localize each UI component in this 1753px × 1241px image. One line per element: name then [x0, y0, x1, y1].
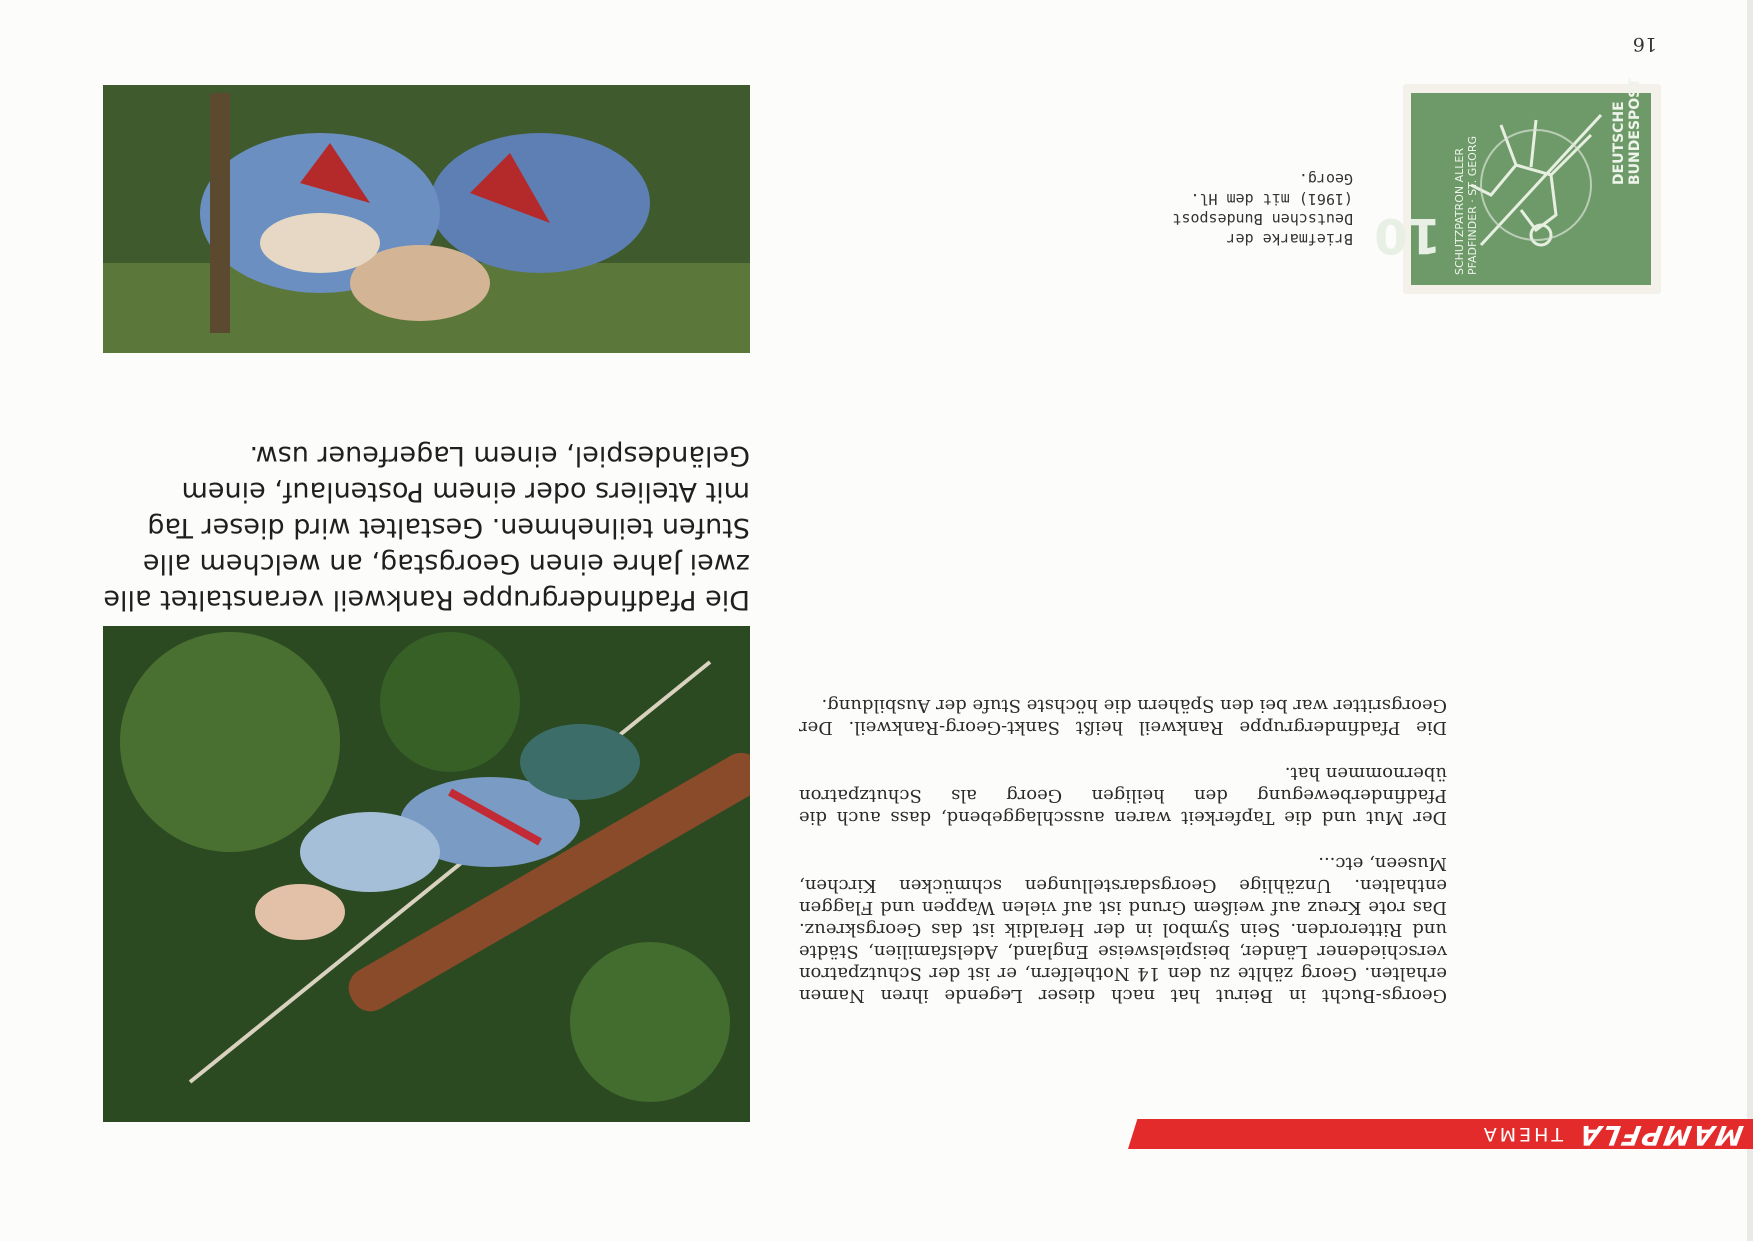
body-paragraph-1: Georgs-Bucht in Beirut hat nach dieser Legende ihren Namen erhalten. Georg zählte zu den 14 Nothelfern, er ist der Schutzpatron verschiedener Länder, beispielsweise England, Adelsfamilien, Städte und Ritterorden. Sein Symbol in der Heraldik ist das Georgskreuz. Das rote Kreuz auf weißem Grund ist auf vielen Wappen und Flaggen enthalten. Unzählige Georgsdarstellungen schmücken Kirchen, Museen, etc...: [799, 853, 1447, 1006]
body-text-column: [799, 670, 1447, 1006]
page-edge: [1747, 0, 1753, 1241]
body-paragraph-2: Der Mut und die Tapferkeit waren ausschlaggebend, dass auch die Pfadfinderbewegung den heiligen Georg als Schutzpatron übernommen hat.: [799, 763, 1447, 828]
body-paragraph-3: Die Pfadfindergruppe Rankweil heißt Sankt-Georg-Rankweil. Der Georgsritter war bei den Spähern die höchste Stufe der Ausbildung.: [799, 695, 1447, 738]
photo-scout-carrying-log: [103, 626, 750, 1122]
postage-stamp: [1374, 78, 1661, 294]
stamp-value: 10: [1374, 207, 1441, 263]
pull-quote: Die Pfadfindergruppe Rankweil veranstaltet alle zwei Jahre einen Georgstag, an welchem alle Stufen teilnehmen. Gestaltet wird dieser Tag mit Ateliers oder einem Postenlauf, einem Geländespiel, einem Lagerfeuer usw.: [103, 440, 750, 615]
stamp-caption: Briefmarke der Deutschen Bundespost (1961) mit dem Hl. Georg.: [1172, 170, 1353, 248]
section-label: THEMA: [1480, 1123, 1563, 1145]
saint-george-knight-icon: [1461, 105, 1611, 265]
stamp-country: DEUTSCHE BUNDESPOST: [1611, 78, 1643, 185]
brand-logo: MAMPFLA: [1575, 1119, 1746, 1150]
photo-icon: [103, 85, 750, 353]
stamp-inscription: SCHUTZPATRON ALLER PFADFINDER · ST. GEORG: [1453, 136, 1479, 275]
photo-scouts-with-hats: [103, 85, 750, 353]
photo-icon: [103, 626, 750, 1122]
stamp-image: [1374, 78, 1651, 285]
page-number: 16: [1632, 33, 1657, 55]
